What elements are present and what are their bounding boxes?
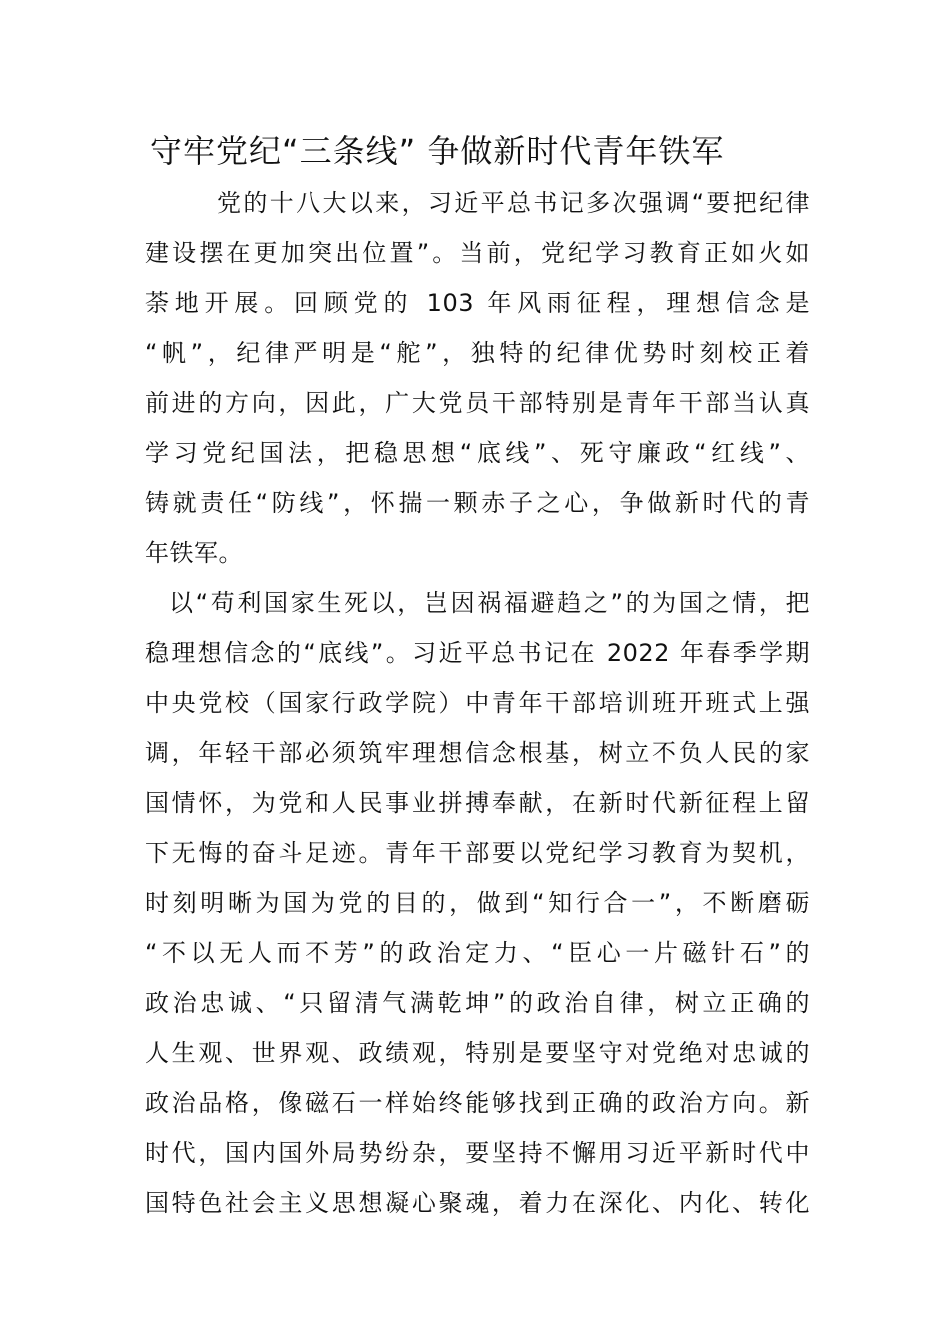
paragraph-2-line: 政治品格，像磁石一样始终能够找到正确的政治方向。新 [145, 1089, 810, 1117]
paragraph-1-line: 铸就责任“防线”，怀揣一颗赤子之心，争做新时代的青 [145, 489, 810, 517]
paragraph-1-line: “帆”，纪律严明是“舵”，独特的纪律优势时刻校正着 [145, 339, 810, 367]
document-title: 守牢党纪“三条线” 争做新时代青年铁军 [150, 132, 725, 170]
paragraph-2-line: 政治忠诚、“只留清气满乾坤”的政治自律，树立正确的 [145, 989, 810, 1017]
document-body [145, 178, 810, 1228]
paragraph-2-line: 人生观、世界观、政绩观，特别是要坚守对党绝对忠诚的 [145, 1039, 810, 1067]
paragraph-1-line: 党的十八大以来，习近平总书记多次强调“要把纪律 [217, 189, 810, 217]
paragraph-2-line: 国情怀，为党和人民事业拼搏奉献，在新时代新征程上留 [145, 789, 810, 817]
paragraph-2-line: 时刻明晰为国为党的目的，做到“知行合一”，不断磨砺 [145, 889, 810, 917]
paragraph-2-line: “不以无人而不芳”的政治定力、“臣心一片磁针石”的 [145, 939, 810, 967]
paragraph-1-line: 年铁军。 [145, 539, 243, 567]
paragraph-1-line: 前进的方向，因此，广大党员干部特别是青年干部当认真 [145, 389, 810, 417]
paragraph-2-line: 时代，国内国外局势纷杂，要坚持不懈用习近平新时代中 [145, 1139, 810, 1167]
paragraph-2-line: 调，年轻干部必须筑牢理想信念根基，树立不负人民的家 [145, 739, 810, 767]
paragraph-1-line: 荼地开展。回顾党的 103 年风雨征程，理想信念是 [145, 289, 810, 317]
paragraph-2-line: 以“苟利国家生死以，岂因祸福避趋之”的为国之情，把 [169, 589, 810, 617]
paragraph-2-line: 稳理想信念的“底线”。习近平总书记在 2022 年春季学期 [145, 639, 810, 667]
paragraph-2-line: 中央党校（国家行政学院）中青年干部培训班开班式上强 [145, 689, 810, 717]
paragraph-1-line: 建设摆在更加突出位置”。当前，党纪学习教育正如火如 [145, 239, 810, 267]
paragraph-2-line: 下无悔的奋斗足迹。青年干部要以党纪学习教育为契机， [145, 839, 810, 867]
paragraph-2-line: 国特色社会主义思想凝心聚魂，着力在深化、内化、转化 [145, 1189, 810, 1217]
paragraph-1-line: 学习党纪国法，把稳思想“底线”、死守廉政“红线”、 [145, 439, 810, 467]
